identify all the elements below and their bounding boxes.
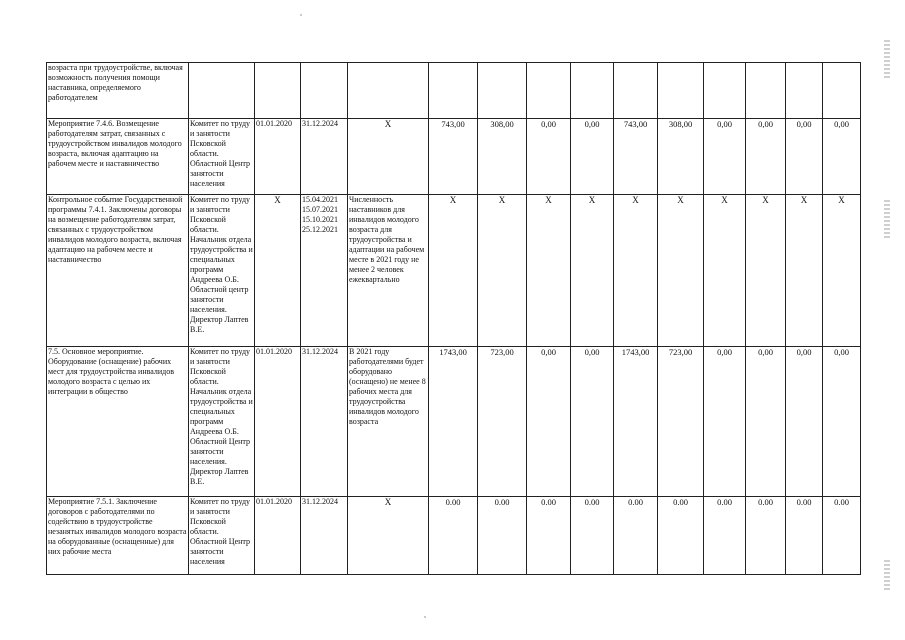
cell-description: Мероприятие 7.5.1. Заключение договоров с работодателями по содействию в трудоустройстве незанятых инвалидов молодого возраста на оборудованные (оснащенные) для них рабочие места	[47, 497, 189, 575]
cell-result: X	[348, 119, 429, 195]
cell-result: X	[348, 497, 429, 575]
scan-dot	[300, 14, 302, 16]
cell-start-date	[255, 63, 301, 119]
cell-responsible: Комитет по труду и занятости Псковской области. Начальник отдела трудоустройства и специальных программ Андреева О.Б. Областной центр занятости населения. Директор Лаптев В.Е.	[189, 195, 255, 347]
cell-end-date	[301, 63, 348, 119]
scan-dot	[424, 616, 426, 618]
cell-value: 0.00	[571, 497, 614, 575]
cell-value: X	[429, 195, 478, 347]
cell-value: 0.00	[527, 497, 571, 575]
cell-end-date: 15.04.2021 15.07.2021 15.10.2021 25.12.2021	[301, 195, 348, 347]
cell-description: Контрольное событие Государственной программы 7.4.1. Заключены договоры на возмещение работодателям затрат, связанных с трудоустройством инвалидов молодого возраста, включая адаптацию на рабочем месте и наставничество	[47, 195, 189, 347]
cell-value: X	[704, 195, 746, 347]
cell-value: 743,00	[614, 119, 658, 195]
cell-value: 0.00	[614, 497, 658, 575]
cell-result: В 2021 году работодателями будет оборудовано (оснащено) не менее 8 рабочих места для трудоустройства инвалидов молодого возраста	[348, 347, 429, 497]
table-row	[47, 347, 861, 497]
cell-responsible: Комитет по труду и занятости Псковской области. Областной Центр занятости населения	[189, 497, 255, 575]
cell-value	[571, 63, 614, 119]
cell-value: 723,00	[658, 347, 704, 497]
cell-value: X	[478, 195, 527, 347]
cell-value	[704, 63, 746, 119]
cell-value: 0,00	[527, 347, 571, 497]
cell-value: 308,00	[478, 119, 527, 195]
cell-value: 0,00	[823, 347, 861, 497]
cell-end-date: 31.12.2024	[301, 497, 348, 575]
cell-value: 0,00	[704, 119, 746, 195]
cell-value: 0,00	[571, 347, 614, 497]
cell-end-date: 31.12.2024	[301, 347, 348, 497]
cell-description: 7.5. Основное мероприятие. Оборудование (оснащение) рабочих мест для трудоустройства инвалидов молодого возраста с целью их интеграции в общество	[47, 347, 189, 497]
cell-value: 1743,00	[429, 347, 478, 497]
table-row	[47, 195, 861, 347]
cell-responsible: Комитет по труду и занятости Псковской области. Областной Центр занятости населения	[189, 119, 255, 195]
cell-description: Мероприятие 7.4.6. Возмещение работодателям затрат, связанных с трудоустройством инвалидов молодого возраста, включая адаптацию на рабочем месте и наставничество	[47, 119, 189, 195]
program-table	[46, 62, 861, 575]
cell-start-date: 01.01.2020	[255, 347, 301, 497]
cell-value	[658, 63, 704, 119]
cell-start-date: X	[255, 195, 301, 347]
cell-value: 0.00	[786, 497, 823, 575]
cell-value	[786, 63, 823, 119]
table-row	[47, 119, 861, 195]
cell-result: Численность наставников для инвалидов молодого возраста для трудоустройства и адаптации на рабочем месте в 2021 году не менее 2 человек ежеквартально	[348, 195, 429, 347]
cell-value: 723,00	[478, 347, 527, 497]
cell-value: 308,00	[658, 119, 704, 195]
cell-value: 0,00	[823, 119, 861, 195]
cell-value: X	[571, 195, 614, 347]
cell-start-date: 01.01.2020	[255, 119, 301, 195]
cell-responsible: Комитет по труду и занятости Псковской области. Начальник отдела трудоустройства и специальных программ Андреева О.Б. Областной Центр занятости населения. Директор Лаптев В.Е.	[189, 347, 255, 497]
cell-value: 0,00	[746, 119, 786, 195]
scan-artifact	[884, 200, 890, 240]
cell-value: 0.00	[746, 497, 786, 575]
cell-result	[348, 63, 429, 119]
cell-value: 0,00	[571, 119, 614, 195]
cell-value: X	[614, 195, 658, 347]
cell-value	[614, 63, 658, 119]
cell-value: 0,00	[786, 119, 823, 195]
table-row	[47, 63, 861, 119]
cell-value: 0.00	[429, 497, 478, 575]
cell-value: X	[658, 195, 704, 347]
cell-value: X	[527, 195, 571, 347]
cell-value: 743,00	[429, 119, 478, 195]
cell-value: 1743,00	[614, 347, 658, 497]
cell-value: 0.00	[704, 497, 746, 575]
table-row	[47, 497, 861, 575]
cell-value	[746, 63, 786, 119]
cell-value	[429, 63, 478, 119]
cell-value: 0,00	[527, 119, 571, 195]
cell-value: 0,00	[704, 347, 746, 497]
cell-value: 0.00	[658, 497, 704, 575]
cell-responsible	[189, 63, 255, 119]
scan-artifact	[884, 560, 890, 590]
cell-value: 0.00	[823, 497, 861, 575]
cell-value: X	[786, 195, 823, 347]
cell-start-date: 01.01.2020	[255, 497, 301, 575]
scan-artifact	[884, 40, 890, 80]
cell-value: X	[823, 195, 861, 347]
cell-value: 0.00	[478, 497, 527, 575]
cell-value	[527, 63, 571, 119]
cell-description: возраста при трудоустройстве, включая возможность получения помощи наставника, определяемого работодателем	[47, 63, 189, 119]
cell-value: 0,00	[786, 347, 823, 497]
cell-value	[823, 63, 861, 119]
cell-value: 0,00	[746, 347, 786, 497]
cell-value	[478, 63, 527, 119]
cell-end-date: 31.12.2024	[301, 119, 348, 195]
cell-value: X	[746, 195, 786, 347]
